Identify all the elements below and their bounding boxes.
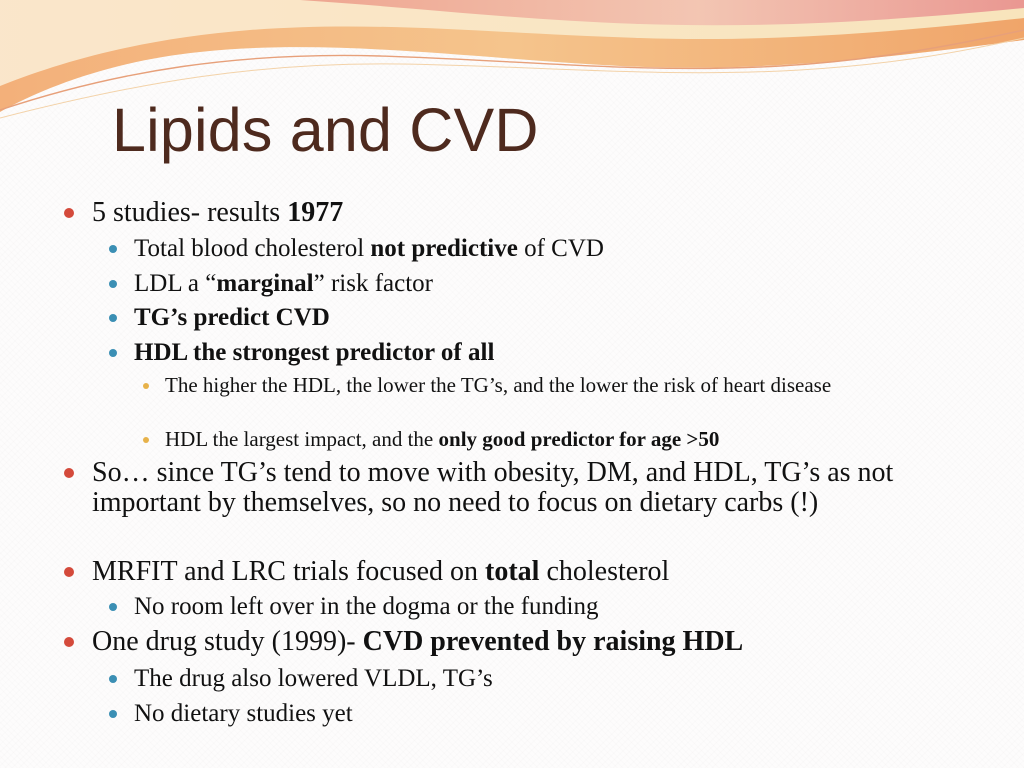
bullet-text-bold: not predictive xyxy=(370,235,518,262)
bullet-dot-blue xyxy=(109,603,117,611)
bullet-dot-blue xyxy=(109,349,117,357)
bullet-text: MRFIT and LRC trials focused on xyxy=(92,556,486,587)
bullet-text: So… since TG’s tend to move with obesity, DM, and HDL, TG’s as not important by themselves, so no need to focus on dietary carbs (!) xyxy=(92,457,894,518)
bullet-5-studies xyxy=(92,198,972,228)
bullet-text: 5 studies- results xyxy=(92,197,288,228)
bullet-no-room xyxy=(134,593,984,621)
bullet-dot-blue xyxy=(109,675,117,683)
bullet-drug-lowered xyxy=(134,665,984,693)
bullet-dot-blue xyxy=(109,314,117,322)
bullet-total-cholesterol xyxy=(134,235,984,263)
bullet-dot-yellow xyxy=(143,383,149,389)
bullet-text: HDL the largest impact, and the xyxy=(165,427,439,451)
bullet-hdl-strongest xyxy=(134,339,984,367)
bullet-ldl-marginal xyxy=(134,270,984,298)
bullet-text-bold: only good predictor for age >50 xyxy=(438,427,720,451)
bullet-dot-red xyxy=(64,637,74,647)
bullet-text: ” risk factor xyxy=(313,270,433,297)
bullet-text-bold: HDL the strongest predictor of all xyxy=(134,339,495,366)
bullet-text: The higher the HDL, the lower the TG’s, and the lower the risk of heart disease xyxy=(165,373,832,397)
bullet-dot-red xyxy=(64,567,74,577)
bullet-dot-blue xyxy=(109,280,117,288)
bullet-text-bold: total xyxy=(485,556,540,587)
bullet-text: cholesterol xyxy=(539,556,670,587)
bullet-dot-red xyxy=(64,208,74,218)
bullet-text: of CVD xyxy=(517,235,604,262)
slide-title: Lipids and CVD xyxy=(112,96,539,164)
bullet-text: LDL a “ xyxy=(134,270,217,297)
bullet-text: One drug study (1999)- xyxy=(92,626,363,657)
bullet-dot-red xyxy=(64,468,74,478)
bullet-text: No dietary studies yet xyxy=(134,700,353,727)
bullet-dot-blue xyxy=(109,710,117,718)
bullet-text-bold: 1977 xyxy=(287,197,344,228)
bullet-text: Total blood cholesterol xyxy=(134,235,371,262)
bullet-text-bold: marginal xyxy=(216,270,314,297)
bullet-text: The drug also lowered VLDL, TG’s xyxy=(134,665,493,692)
bullet-higher-hdl xyxy=(165,373,965,397)
bullet-one-drug-study xyxy=(92,627,972,657)
bullet-text-bold: TG’s predict CVD xyxy=(134,304,330,331)
bullet-text-bold: CVD prevented by raising HDL xyxy=(362,626,744,657)
bullet-mrfit-lrc xyxy=(92,557,972,587)
bullet-largest-impact xyxy=(165,427,965,451)
bullet-dot-blue xyxy=(109,245,117,253)
bullet-tgs-predict xyxy=(134,304,984,332)
bullet-text: No room left over in the dogma or the funding xyxy=(134,593,599,620)
bullet-no-dietary-studies xyxy=(134,700,984,728)
bullet-so-since-tgs xyxy=(92,458,972,518)
bullet-dot-yellow xyxy=(143,437,149,443)
